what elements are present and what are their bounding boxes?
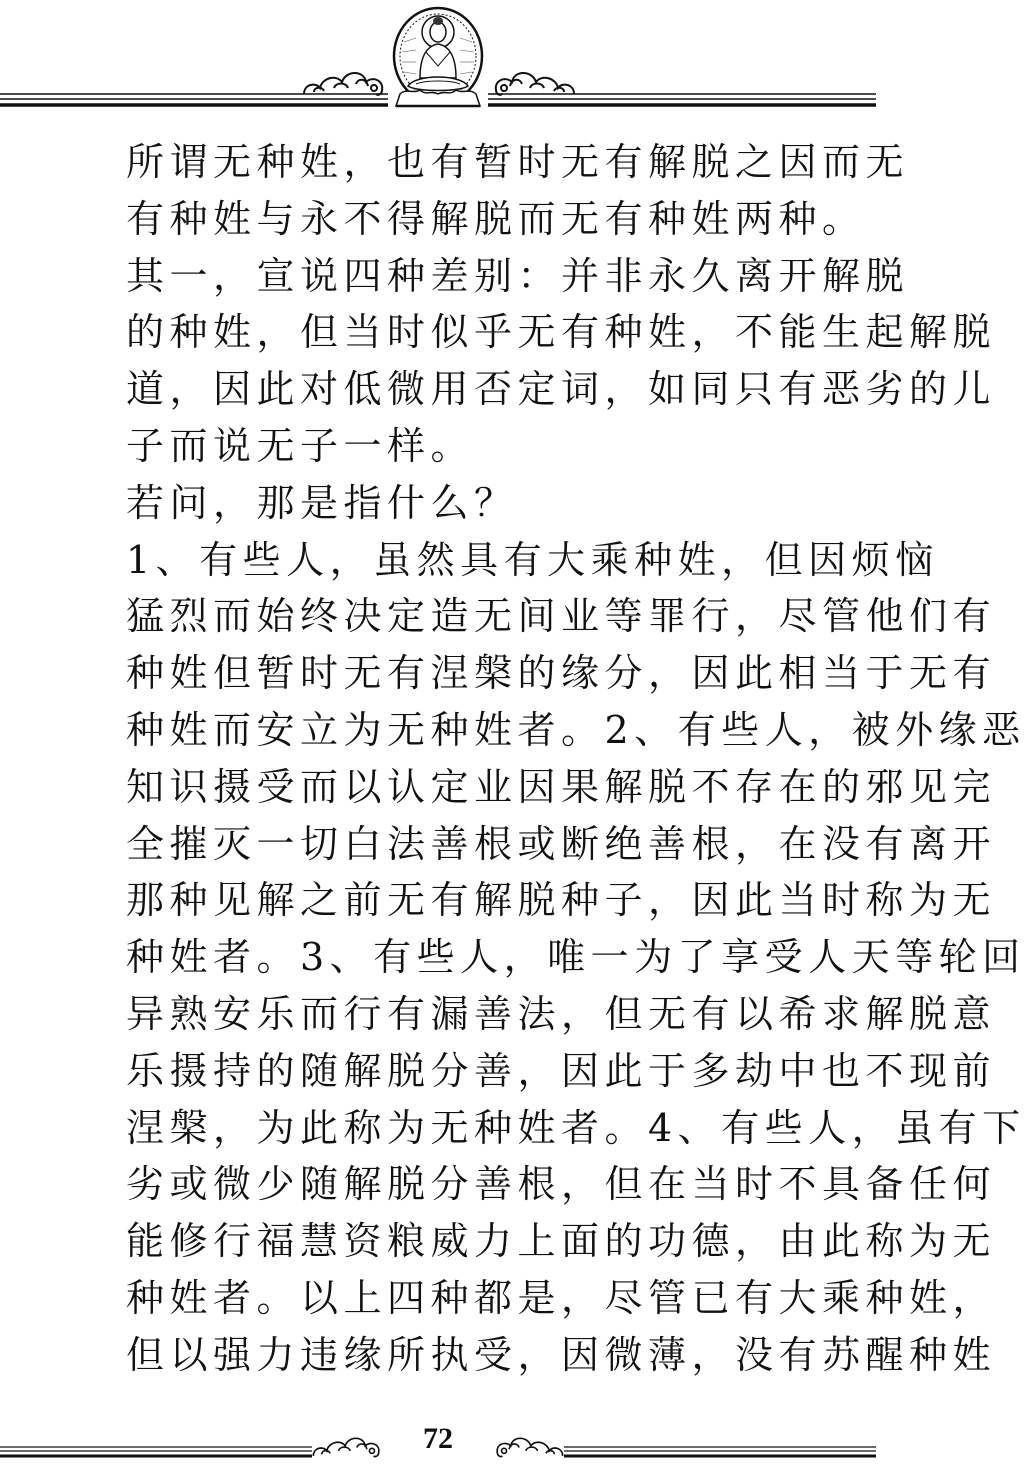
text-line: 涅槃，为此称为无种姓者。4、有些人，虽有下 xyxy=(126,1105,1026,1150)
text-line: 劣或微少随解脱分善根，但在当时不具备任何 xyxy=(126,1162,997,1207)
text-line: 子而说无子一样。 xyxy=(126,423,475,468)
page-body xyxy=(44,134,1026,1384)
text-line: 那种见解之前无有解脱种子，因此当时称为无 xyxy=(126,878,997,923)
cloud-ornament-icon xyxy=(492,64,578,98)
text-line: 种姓者。3、有些人，唯一为了享受人天等轮回 xyxy=(126,935,1026,980)
text-line: 能修行福慧资粮威力上面的功德，由此称为无 xyxy=(126,1219,997,1264)
text-line: 种姓者。以上四种都是，尽管已有大乘种姓， xyxy=(126,1275,997,1320)
paragraph xyxy=(44,248,997,475)
text-line: 所谓无种姓，也有暂时无有解脱之因而无 xyxy=(126,140,910,184)
paragraph xyxy=(44,475,834,532)
page-footer xyxy=(0,1400,876,1468)
text-line: 但以强力违缘所执受，因微薄，没有苏醒种姓 xyxy=(126,1332,997,1377)
paragraph xyxy=(44,134,910,248)
text-line: 知识摄受而以认定业因果解脱不存在的邪见完 xyxy=(126,764,997,809)
text-line: 若问，那是指什么？ xyxy=(126,480,518,525)
text-line: 1、有些人，虽然具有大乘种姓，但因烦恼 xyxy=(126,537,939,582)
text-line: 种姓而安立为无种姓者。2、有些人，被外缘恶 xyxy=(126,707,1026,752)
page-number: 72 xyxy=(423,1422,453,1455)
cloud-ornament-icon xyxy=(300,64,386,98)
text-line: 猛烈而始终决定造无间业等罪行，尽管他们有 xyxy=(126,594,997,639)
text-line: 的种姓，但当时似乎无有种姓，不能生起解脱 xyxy=(126,310,997,355)
text-line: 种姓但暂时无有涅槃的缘分，因此相当于无有 xyxy=(126,651,997,696)
buddha-emblem-icon xyxy=(386,2,490,112)
text-line: 全摧灭一切白法善根或断绝善根，在没有离开 xyxy=(126,821,997,866)
text-line: 道，因此对低微用否定词，如同只有恶劣的儿 xyxy=(126,367,997,412)
text-line: 其一，宣说四种差别：并非永久离开解脱 xyxy=(126,253,910,298)
text-line: 有种姓与永不得解脱而无有种姓两种。 xyxy=(126,196,866,241)
page-header xyxy=(0,0,876,120)
paragraph xyxy=(44,532,1026,1384)
text-line: 异熟安乐而行有漏善法，但无有以希求解脱意 xyxy=(126,991,997,1036)
text-line: 乐摄持的随解脱分善，因此于多劫中也不现前 xyxy=(126,1048,997,1093)
